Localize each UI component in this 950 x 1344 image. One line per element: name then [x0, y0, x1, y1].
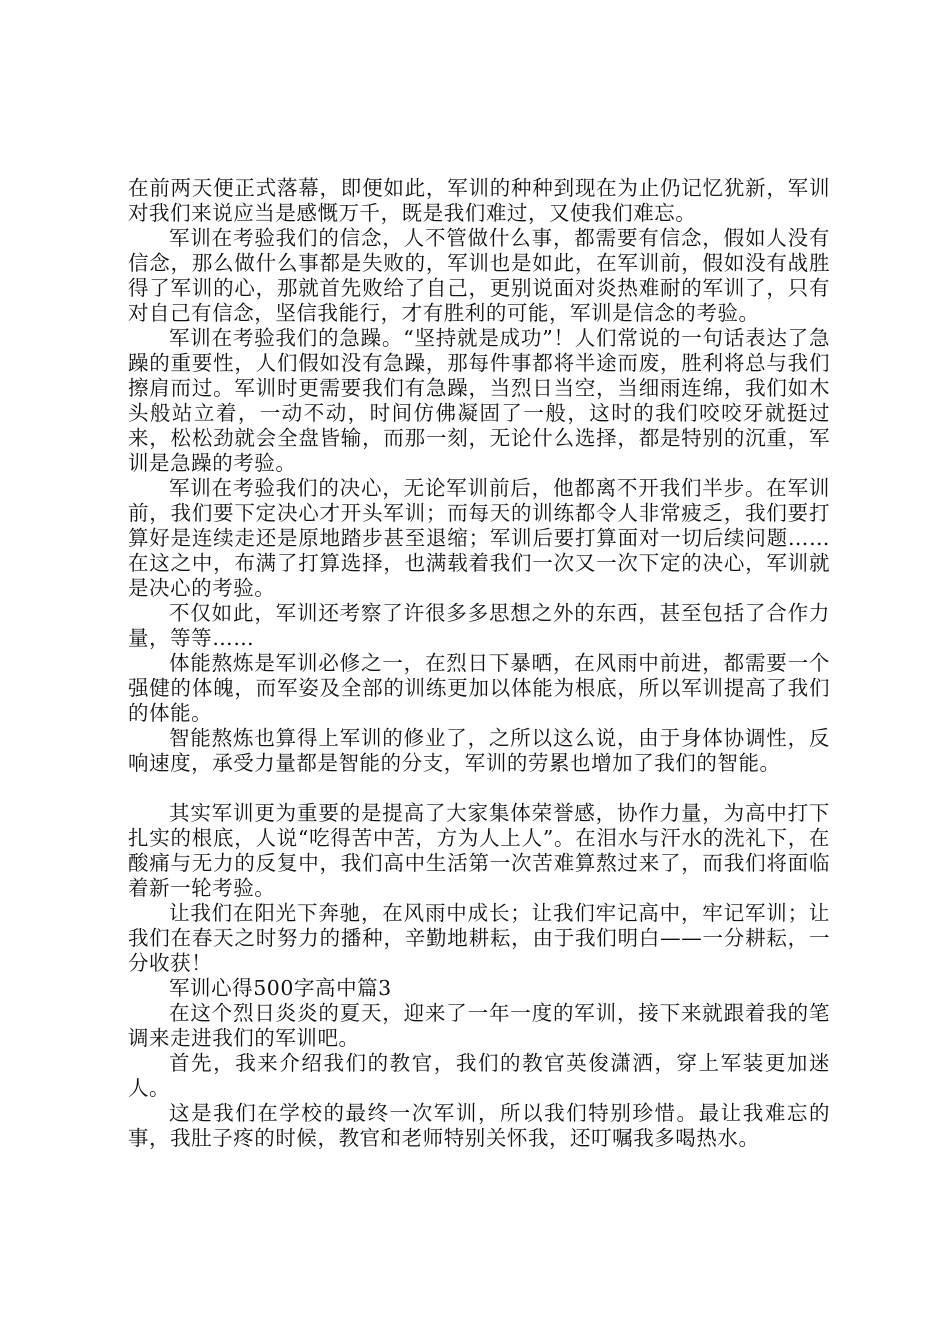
blank-line: [128, 776, 830, 801]
paragraph-3: 军训在考验我们的急躁。“坚持就是成功”！人们常说的一句话表达了急躁的重要性，人们假如没有急躁，那每件事都将半途而废，胜利将总与我们擦肩而过。军训时更需要我们有急躁，当烈日当空，当细雨连绵，我们如木头般站立着，一动不动，时间仿佛凝固了一般，这时的我们咬咬牙就挺过来，松松劲就会全盘皆输，而那一刻，无论什么选择，都是特别的沉重，军训是急躁的考验。: [128, 326, 830, 475]
paragraph-11: 首先，我来介绍我们的教官，我们的教官英俊潇洒，穿上军装更加迷人。: [128, 1051, 830, 1100]
paragraph-8: 其实军训更为重要的是提高了大家集体荣誉感，协作力量，为高中打下扎实的根底，人说“吃得苦中苦，方为人上人”。在泪水与汗水的洗礼下，在酸痛与无力的反复中，我们高中生活第一次苦难算熬过来了，而我们将面临着新一轮考验。: [128, 801, 830, 900]
paragraph-7: 智能熬炼也算得上军训的修业了，之所以这么说，由于身体协调性，反响速度，承受力量都是智能的分支，军训的劳累也增加了我们的智能。: [128, 726, 830, 775]
paragraph-9: 让我们在阳光下奔驰，在风雨中成长；让我们牢记高中，牢记军训；让我们在春天之时努力的播种，辛勤地耕耘，由于我们明白——一分耕耘，一分收获！: [128, 901, 830, 975]
paragraph-5: 不仅如此，军训还考察了许很多多思想之外的东西，甚至包括了合作力量，等等……: [128, 601, 830, 650]
paragraph-4: 军训在考验我们的决心，无论军训前后，他都离不开我们半步。在军训前，我们要下定决心才开头军训；而每天的训练都令人非常疲乏，我们要打算好是连续走还是原地踏步甚至退缩；军训后要打算面对一切后续问题……在这之中，布满了打算选择，也满载着我们一次又一次下定的决心，军训就是决心的考验。: [128, 476, 830, 600]
paragraph-2: 军训在考验我们的信念，人不管做什么事，都需要有信念，假如人没有信念，那么做什么事都是失败的，军训也是如此，在军训前，假如没有战胜得了军训的心，那就首先败给了自己，更别说面对炎热难耐的军训了，只有对自己有信念，坚信我能行，才有胜利的可能，军训是信念的考验。: [128, 226, 830, 325]
section-heading: 军训心得500字高中篇3: [169, 976, 392, 1000]
paragraph-12: 这是我们在学校的最终一次军训，所以我们特别珍惜。最让我难忘的事，我肚子疼的时候，教官和老师特别关怀我，还叮嘱我多喝热水。: [128, 1101, 830, 1150]
paragraph-1: 在前两天便正式落幕，即便如此，军训的种种到现在为止仍记忆犹新，军训对我们来说应当是感慨万千，既是我们难过，又使我们难忘。: [128, 176, 830, 225]
document-body: [128, 176, 830, 1151]
paragraph-6: 体能熬炼是军训必修之一，在烈日下暴晒，在风雨中前进，都需要一个强健的体魄，而军姿及全部的训练更加以体能为根底，所以军训提高了我们的体能。: [128, 651, 830, 725]
paragraph-10: 在这个烈日炎炎的夏天，迎来了一年一度的军训，接下来就跟着我的笔调来走进我们的军训吧。: [128, 1001, 830, 1050]
